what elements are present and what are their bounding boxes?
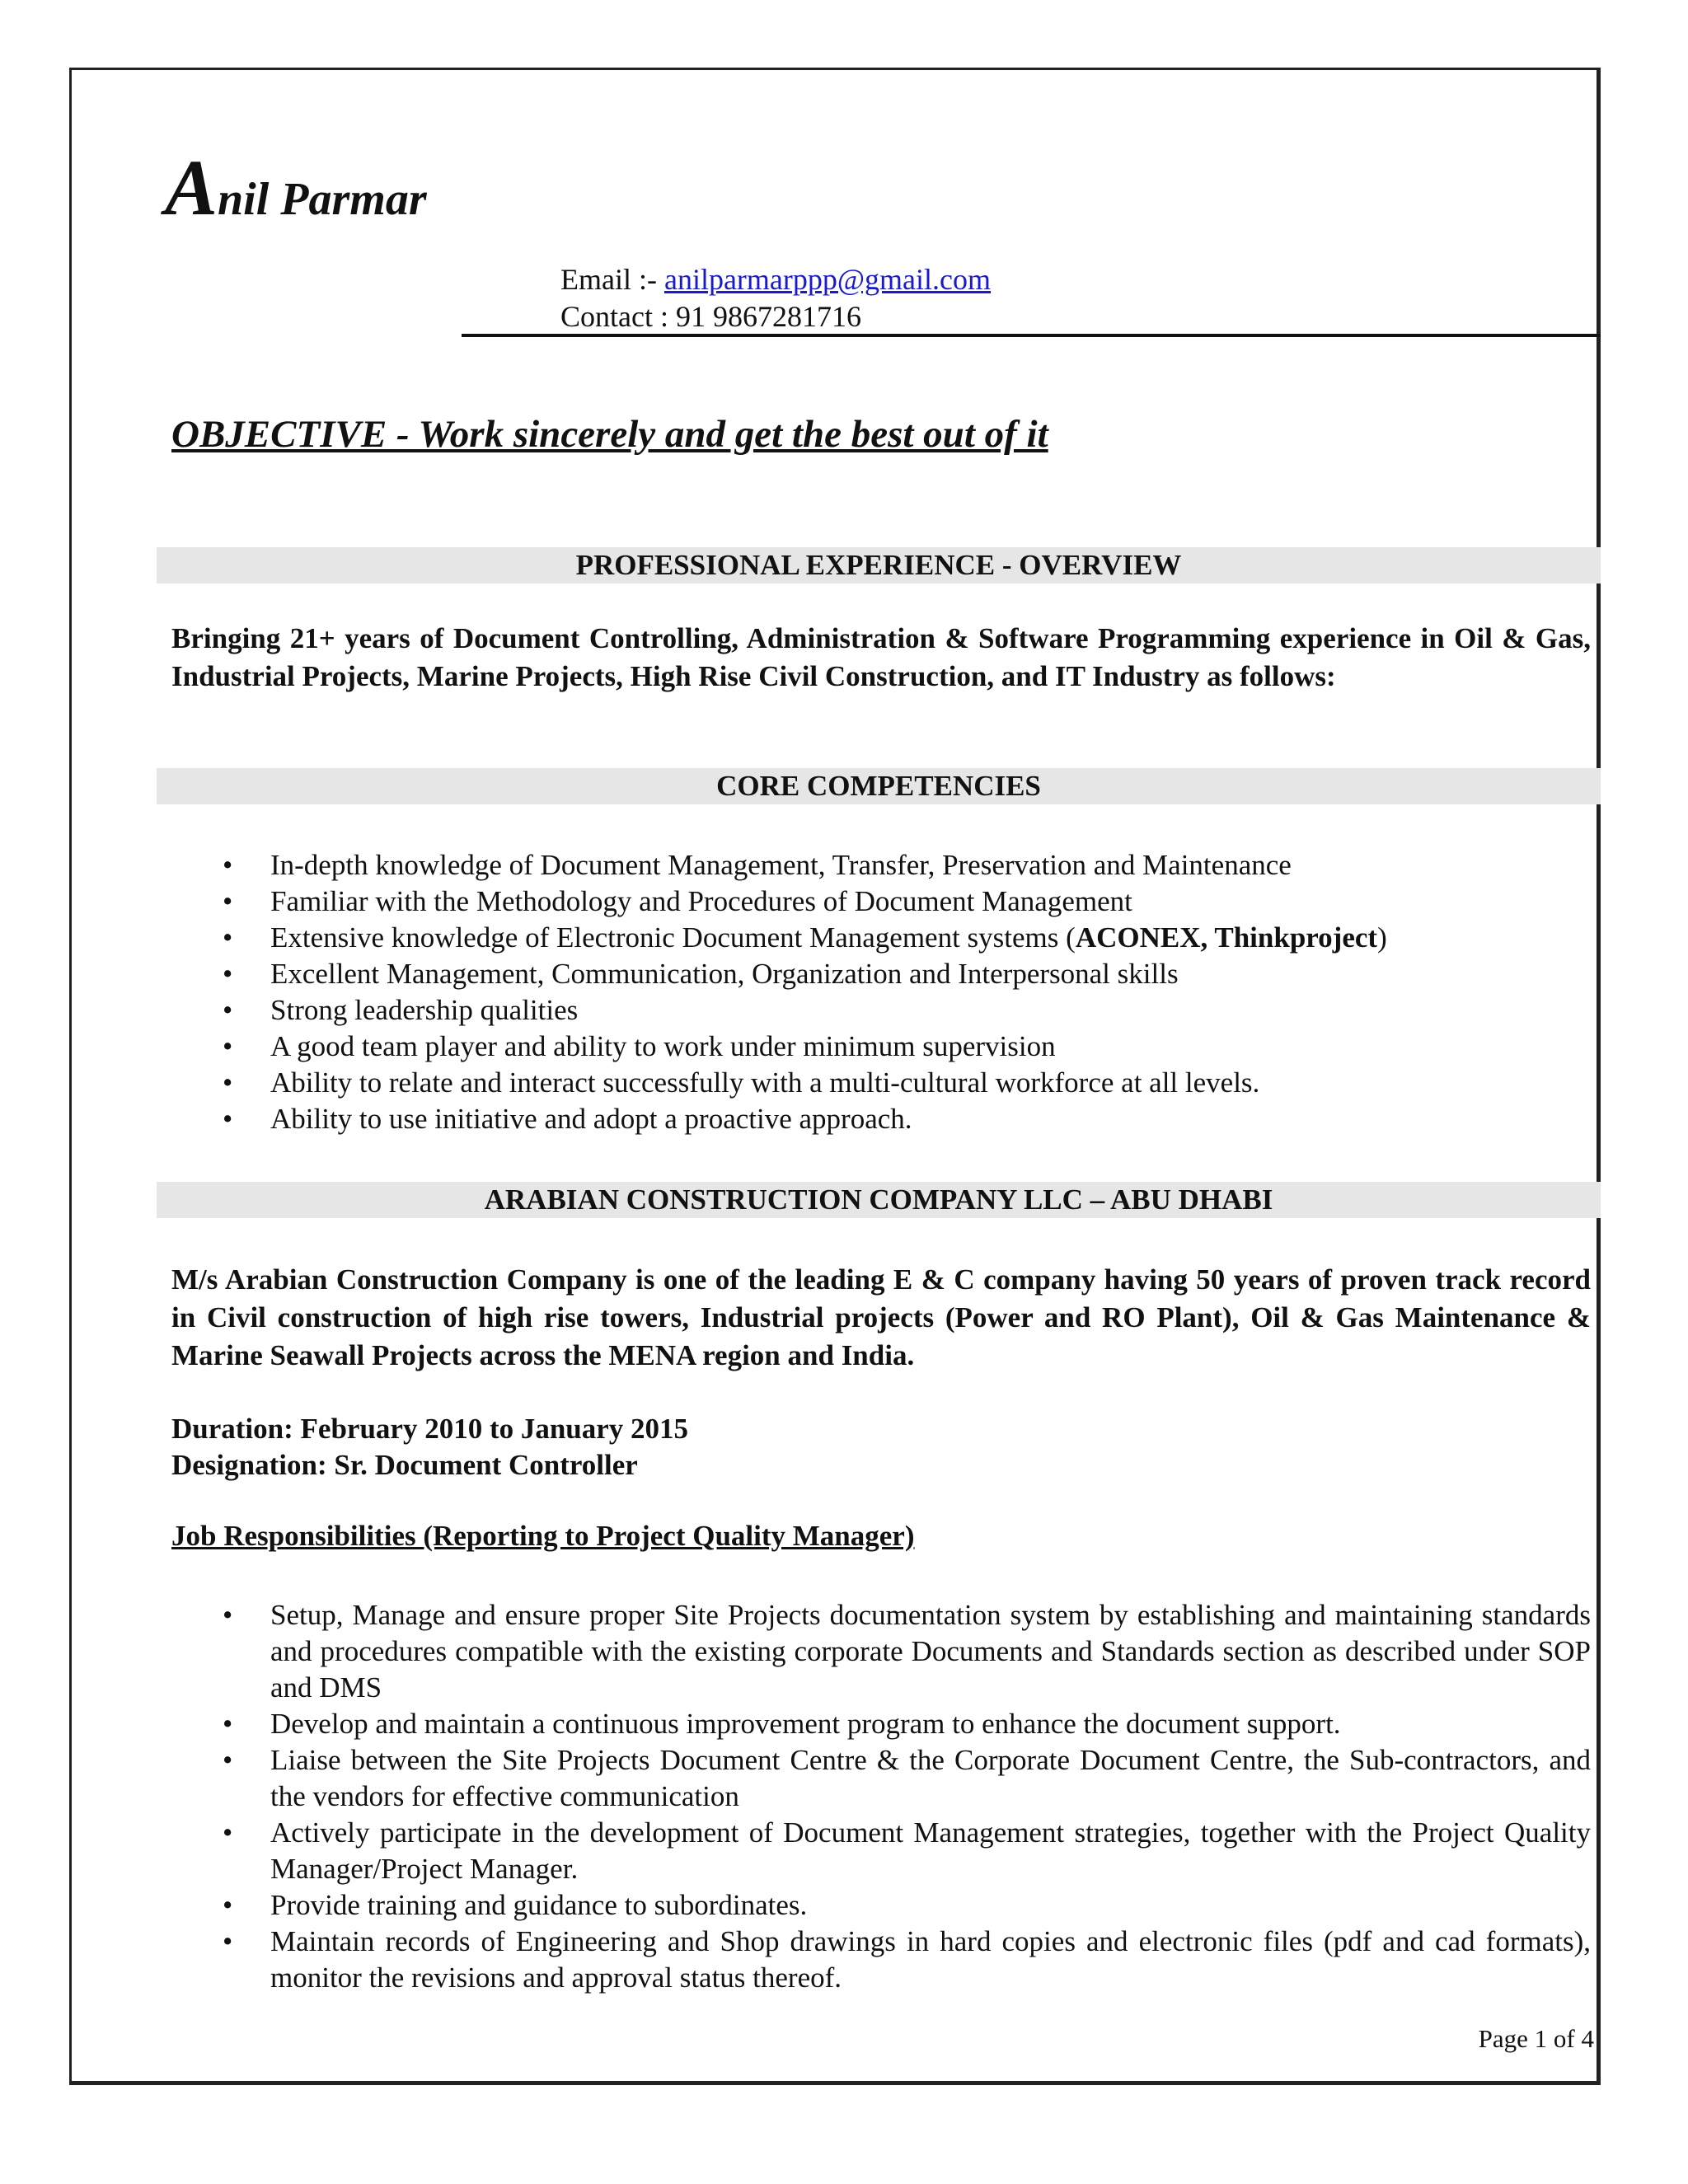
- candidate-name: [165, 142, 427, 233]
- list-item: • Ability to relate and interact successfully with a multi-cultural workforce at all levels.: [171, 1065, 1591, 1101]
- list-item: • A good team player and ability to work under minimum supervision: [171, 1029, 1591, 1065]
- email-link[interactable]: anilparmarppp@gmail.com: [663, 263, 992, 296]
- list-item: [171, 920, 1591, 956]
- edms-systems: ACONEX, Thinkproject: [1075, 921, 1378, 954]
- responsibilities-heading: Job Responsibilities (Reporting to Project Quality Manager): [171, 1520, 915, 1552]
- overview-text: Bringing 21+ years of Document Controlling, Administration & Software Programming experience in Oil & Gas, Industrial Projects, Marine Projects, High Rise Civil Construction, and IT Industry as follows:: [171, 622, 1591, 692]
- list-item: • Maintain records of Engineering and Shop drawings in hard copies and electronic files (pdf and cad formats), monitor the revisions and approval status thereof.: [171, 1924, 1591, 1996]
- name-rest: nil Parmar: [218, 174, 427, 225]
- contact-number: 91 9867281716: [675, 300, 861, 333]
- list-item: • Strong leadership qualities: [171, 992, 1591, 1029]
- designation: Designation: Sr. Document Controller: [171, 1449, 638, 1481]
- edms-close: ): [1377, 921, 1387, 954]
- list-item: • Provide training and guidance to subordinates.: [171, 1887, 1591, 1924]
- contact-line: [560, 299, 861, 334]
- list-item: • Liaise between the Site Projects Document Centre & the Corporate Document Centre, the Sub-contractors, and the vendors for effective communication: [171, 1742, 1591, 1815]
- section-heading-overview: PROFESSIONAL EXPERIENCE - OVERVIEW: [157, 547, 1601, 583]
- list-item: • Excellent Management, Communication, Organization and Interpersonal skills: [171, 956, 1591, 992]
- name-initial: A: [165, 143, 218, 232]
- competencies-list: [171, 847, 1591, 1137]
- contact-label: Contact :: [560, 300, 676, 333]
- page-number: Page 1 of 4: [1478, 2024, 1594, 2053]
- list-item: • Develop and maintain a continuous improvement program to enhance the document support.: [171, 1706, 1591, 1742]
- objective: OBJECTIVE - Work sincerely and get the best out of it: [171, 413, 1048, 456]
- header-divider: [462, 334, 1601, 337]
- duration: Duration: February 2010 to January 2015: [171, 1413, 689, 1445]
- list-item: • In-depth knowledge of Document Management, Transfer, Preservation and Maintenance: [171, 847, 1591, 883]
- company-description: M/s Arabian Construction Company is one of the leading E & C company having 50 years of proven track record in Civil construction of high rise towers, Industrial projects (Power and RO Plant), Oil & Gas Maintenance & Marine Seawall Projects across the MENA region and India.: [171, 1263, 1591, 1371]
- section-heading-company: ARABIAN CONSTRUCTION COMPANY LLC – ABU DHABI: [157, 1182, 1601, 1218]
- list-item: • Ability to use initiative and adopt a proactive approach.: [171, 1101, 1591, 1137]
- list-item: • Actively participate in the development of Document Management strategies, together with the Project Quality Manager/Project Manager.: [171, 1815, 1591, 1887]
- responsibilities-list: [171, 1597, 1591, 1996]
- edms-text: Extensive knowledge of Electronic Document Management systems (: [270, 921, 1076, 954]
- email-label: Email :-: [560, 263, 664, 296]
- list-item: • Familiar with the Methodology and Procedures of Document Management: [171, 883, 1591, 920]
- section-heading-competencies: CORE COMPETENCIES: [157, 768, 1601, 804]
- list-item: • Setup, Manage and ensure proper Site Projects documentation system by establishing and maintaining standards and procedures compatible with the existing corporate Documents and Standards section as described under SOP and DMS: [171, 1597, 1591, 1706]
- email-line: [560, 262, 991, 297]
